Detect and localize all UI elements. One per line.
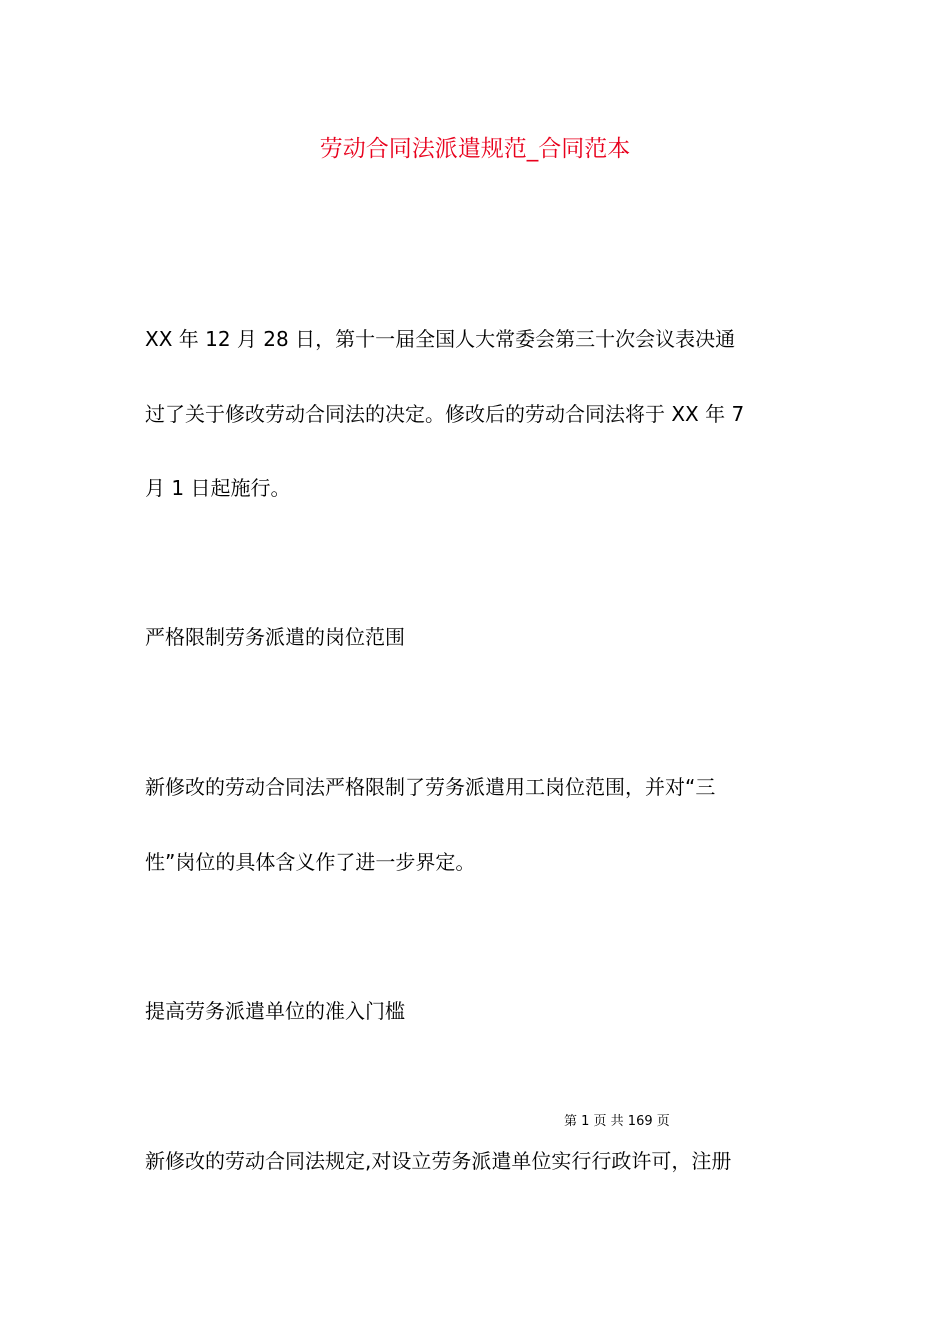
- document-title: 劳动合同法派遣规范_合同范本: [319, 136, 631, 162]
- paragraph-line: 新修改的劳动合同法严格限制了劳务派遣用工岗位范围，并对“三: [145, 775, 716, 799]
- paragraph-line: 月 1 日起施行。: [145, 476, 291, 500]
- paragraph-line: 过了关于修改劳动合同法的决定。修改后的劳动合同法将于 XX 年 7: [145, 402, 745, 426]
- page-number-footer: 第 1 页 共 169 页: [564, 1114, 670, 1129]
- section-heading: 提高劳务派遣单位的准入门槛: [145, 999, 405, 1023]
- paragraph-line: 性”岗位的具体含义作了进一步界定。: [145, 850, 476, 874]
- paragraph-line: 新修改的劳动合同法规定,对设立劳务派遣单位实行行政许可，注册: [145, 1149, 732, 1173]
- paragraph-line: XX 年 12 月 28 日，第十一届全国人大常委会第三十次会议表决通: [145, 327, 736, 351]
- section-heading: 严格限制劳务派遣的岗位范围: [145, 625, 405, 649]
